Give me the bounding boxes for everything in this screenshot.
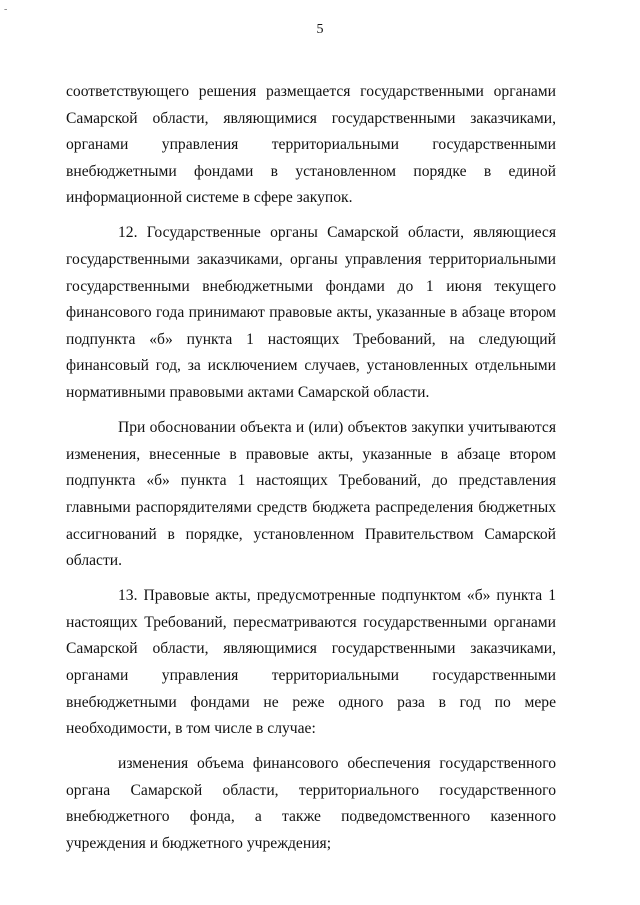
- document-body: [66, 79, 556, 858]
- paragraph-continuation: соответствующего решения размещается государственными органами Самарской области, являющимися государственными заказчиками, органами управления территориальными государственными внебюджетными фондами в установленном порядке в единой информационной системе в сфере закупок.: [66, 83, 556, 207]
- paragraph-item-13: 13. Правовые акты, предусмотренные подпунктом «б» пункта 1 настоящих Требований, пересматриваются государственными органами Самарской области, являющимися государственными заказчиками, органами управления территориальными государственными внебюджетными фондами не реже одного раза в год по мере необходимости, в том числе в случае:: [66, 587, 556, 738]
- page-number: 5: [316, 22, 324, 37]
- paragraph-item-12: 12. Государственные органы Самарской области, являющиеся государственными заказчиками, органы управления территориальными государственными внебюджетными фондами до 1 июня текущего финансового года принимают правовые акты, указанные в абзаце втором подпункта «б» пункта 1 настоящих Требований, на следующий финансовый год, за исключением случаев, установленных отдельными нормативными правовыми актами Самарской области.: [66, 224, 556, 402]
- corner-mark: -: [4, 4, 8, 15]
- paragraph-funding-change: изменения объема финансового обеспечения государственного органа Самарской области, территориального государственного внебюджетного фонда, а также подведомственного казенного учреждения и бюджетного учреждения;: [66, 755, 556, 853]
- paragraph-justification: При обосновании объекта и (или) объектов закупки учитываются изменения, внесенные в правовые акты, указанные в абзаце втором подпункта «б» пункта 1 настоящих Требований, до представления главными распорядителями средств бюджета распределения бюджетных ассигнований в порядке, установленном Правительством Самарской области.: [66, 419, 556, 570]
